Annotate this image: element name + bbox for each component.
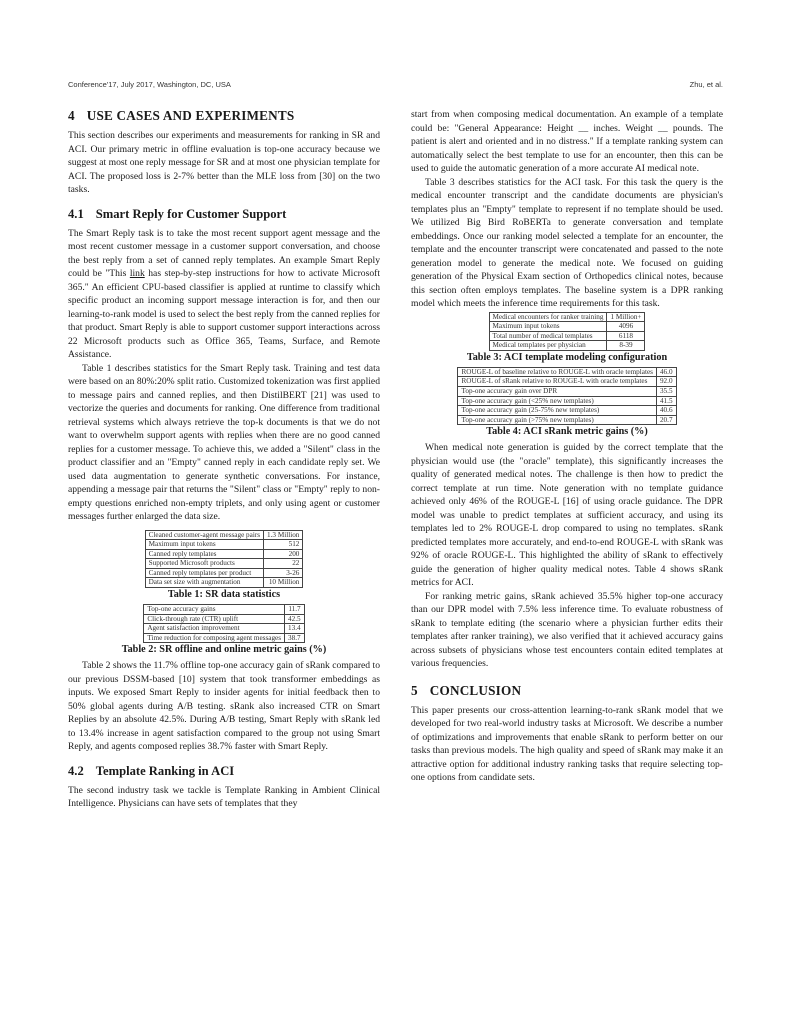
table-row	[458, 387, 676, 397]
table-cell-label: Top-one accuracy gain (<25% new templates)	[458, 396, 656, 406]
table-cell-label: Top-one accuracy gain over DPR	[458, 387, 656, 397]
left-column	[68, 108, 380, 811]
table-row	[145, 568, 303, 578]
table-row	[458, 396, 676, 406]
table-cell-value: 8-39	[607, 341, 645, 351]
section-4-2-paragraph-5: For ranking metric gains, sRank achieved 35.5% higher top-one accuracy than our DPR model with 7.5% less inference time. To evaluate robustness of sRank to template editing (the scenario where a physician further edits their templates after ranker training), we also verified that it achieved accuracy gains across subsets of physicians whose test encounters contain edited templates at various frequencies.	[411, 590, 723, 670]
table-cell-value: 1 Million+	[607, 312, 645, 322]
table-row	[458, 377, 676, 387]
table-row	[145, 559, 303, 569]
table-cell-label: Canned reply templates per product	[145, 568, 263, 578]
table-row	[145, 530, 303, 540]
table-cell-label: Click-through rate (CTR) uplift	[144, 614, 285, 624]
table-cell-label: Canned reply templates	[145, 549, 263, 559]
table-cell-label: ROUGE-L of baseline relative to ROUGE-L with oracle templates	[458, 367, 656, 377]
table-row	[458, 367, 676, 377]
table-row	[144, 633, 304, 643]
table-cell-label: Time reduction for composing agent messages	[144, 633, 285, 643]
section-4-2-paragraph-1: The second industry task we tackle is Template Ranking in Ambient Clinical Intelligence. Physicians can have sets of templates that they	[68, 784, 380, 810]
section-4-2-heading: 4.2 Template Ranking in ACI	[68, 763, 235, 778]
table-cell-value: 46.0	[656, 367, 676, 377]
table-row	[145, 578, 303, 588]
section-4-1-paragraph-1: The Smart Reply task is to take the most recent support agent message and the most recent customer message in a customer support conversation, and choose the best reply from a set of canned reply templates. An example Smart Reply could be "This link has step-by-step instructions for how to activate Microsoft 365." An efficient CPU-based classifier is applied at runtime to classify which specific product an incoming support message interaction is for, and then our learning-to-rank model is used to select the best reply from the canned replies for that product. Smart Reply is able to support customer support interactions across 22 Microsoft products such as Office 365, Teams, Surface, and Remote Assistance.	[68, 227, 380, 360]
table-row	[489, 331, 645, 341]
table-cell-value: 1.3 Million	[264, 530, 303, 540]
section-4-paragraph: This section describes our experiments and measurements for ranking in SR and ACI. Our primary metric in offline evaluation is top-one accuracy because we suggest at most one reply message for SR and at most one physician template for ACI. The proposed loss is 2-7% better than the MLE loss from [30] on the two tasks.	[68, 130, 380, 195]
table-cell-value: 42.5	[285, 614, 305, 624]
running-header-right: Zhu, et al.	[689, 80, 723, 89]
table-row	[458, 415, 676, 425]
table-cell-label: Agent satisfaction improvement	[144, 624, 285, 634]
table-cell-label: Maximum input tokens	[145, 540, 263, 550]
table-cell-label: ROUGE-L of sRank relative to ROUGE-L with oracle templates	[458, 377, 656, 387]
table-cell-value: 38.7	[285, 633, 305, 643]
section-4-1-paragraph-2: Table 1 describes statistics for the Smart Reply task. Training and test data were based on an 80%:20% split ratio. Customized tokenization was first applied to message pairs and canned replies, and then DistilBERT [21] was used to vectorize the queries and documents for ranking. One difference from traditional retrieval systems which always retrieve the top-k documents is that we do not want to overwhelm support agents with replies when there are no good canned replies for a customer message. To achieve this, we added a "Silent" class in the product classifier and an "Empty" canned reply in each candidate reply set. We used data augmentation to generate synthetic conversations. For instance, appending a message pair that returns the "Silent" class or "Empty" reply to non-empty questions enriched non-empty triplets, and only using agent or customer messages further enlarged the data size.	[68, 362, 380, 522]
table-cell-value: 200	[264, 549, 303, 559]
table-cell-label: Supported Microsoft products	[145, 559, 263, 569]
table-3-caption: Table 3: ACI template modeling configuration	[466, 351, 668, 363]
running-header-left: Conference'17, July 2017, Washington, DC, USA	[68, 80, 231, 89]
section-4-heading: 4 USE CASES AND EXPERIMENTS	[68, 108, 295, 123]
table-row	[144, 624, 304, 634]
link-text[interactable]: link	[129, 268, 145, 279]
table-2-caption: Table 2: SR offline and online metric gains (%)	[121, 644, 327, 656]
table-row	[145, 540, 303, 550]
table-cell-value: 35.5	[656, 387, 676, 397]
table-4-caption: Table 4: ACI sRank metric gains (%)	[486, 426, 648, 438]
table-cell-label: Top-one accuracy gain (>75% new templates)	[458, 415, 656, 425]
table-cell-value: 92.0	[656, 377, 676, 387]
table-row	[489, 341, 645, 351]
table-1	[145, 530, 304, 589]
table-cell-label: Top-one accuracy gains	[144, 605, 285, 615]
table-row	[144, 605, 304, 615]
table-1-caption: Table 1: SR data statistics	[167, 589, 281, 601]
section-4-1-paragraph-3: Table 2 shows the 11.7% offline top-one accuracy gain of sRank compared to our previous DSSM-based [10] system that took transformer embeddings as inputs. We exposed Smart Reply to insider agents for initial feedback then to 50% global agents during A/B testing. sRank also increased CTR on Smart Replies by an absolute 42.5%. During A/B testing, Smart Reply with sRank led to 13.4% increase in agent satisfaction compared to the group not using Smart Reply, and agents composed replies 38.7% faster with Smart Reply.	[68, 660, 380, 753]
table-cell-value: 4096	[607, 322, 645, 332]
table-cell-value: 20.7	[656, 415, 676, 425]
table-cell-label: Data set size with augmentation	[145, 578, 263, 588]
table-2	[143, 604, 304, 643]
section-4-1-heading: 4.1 Smart Reply for Customer Support	[68, 206, 287, 221]
table-cell-label: Medical encounters for ranker training	[489, 312, 607, 322]
table-cell-value: 3-26	[264, 568, 303, 578]
section-5-paragraph: This paper presents our cross-attention learning-to-rank sRank model that we developed for two real-world industry tasks at Microsoft. We describe a number of optimizations and improvements that enable sRank to perform better on our tasks than previous models. The high quality and speed of sRank may make it an attractive option for additional industry ranking tasks that require selecting top-one options from candidate sets.	[411, 704, 723, 784]
section-4-2-paragraph-2: start from when composing medical documentation. An example of a template could be: "General Appearance: Height __ inches. Weight __ pounds. The patient is alert and oriented and in no distress." If a template ranking system can automatically select the best template to use for an encounter, then this can be used to guide the automatic generation of a more accurate AI medical note.	[411, 109, 723, 174]
table-cell-label: Cleaned customer-agent message pairs	[145, 530, 263, 540]
table-3	[489, 312, 646, 351]
section-5-heading: 5 CONCLUSION	[411, 682, 522, 698]
table-cell-label: Medical templates per physician	[489, 341, 607, 351]
table-cell-label: Maximum input tokens	[489, 322, 607, 332]
table-cell-value: 512	[264, 540, 303, 550]
table-cell-label: Top-one accuracy gain (25-75% new templates)	[458, 406, 656, 416]
table-cell-value: 11.7	[285, 605, 305, 615]
right-column	[411, 108, 723, 785]
section-4-2-paragraph-3: Table 3 describes statistics for the ACI task. For this task the query is the medical encounter transcript and the candidate documents are physician's templates plus an "Empty" template to represent if no template should be used. We utilized Big Bird RoBERTa to generate conversation and template embeddings. Once our ranking model selected a template for an encounter, the template and the encounter transcript were concatenated and passed to the note generation model to generate the medical note. We focused on guiding generation of the Physical Exam section of Orthopedics clinical notes, because this section often employs templates. The baseline system is a DPR ranking model which meets the inference time requirements for this task.	[411, 176, 723, 309]
table-row	[145, 549, 303, 559]
table-row	[489, 322, 645, 332]
table-cell-value: 22	[264, 559, 303, 569]
table-row	[458, 406, 676, 416]
table-cell-value: 41.5	[656, 396, 676, 406]
table-row	[144, 614, 304, 624]
table-row	[489, 312, 645, 322]
table-4	[457, 367, 676, 426]
table-cell-value: 6118	[607, 331, 645, 341]
section-4-2-paragraph-4: When medical note generation is guided by the correct template that the physician would use (the "oracle" template), this significantly increases the quality of generated medical notes. The challenge is then how to predict the correct template at run time. Note generation with no template guidance achieved only 46% of the ROUGE-L [16] of using oracle guidance. The DPR model was unable to predict templates at sufficient accuracy, and using its templates led to 2% ROUGE-L drop compared to using no templates. sRank predicted templates more accurately, and end-to-end ROUGE-L with sRank was 92% of oracle ROUGE-L. This highlighted the ability of sRank to effectively guide the generation of higher quality medical notes. Table 4 shows sRank metrics for ACI.	[411, 442, 723, 589]
table-cell-value: 40.6	[656, 406, 676, 416]
table-cell-label: Total number of medical templates	[489, 331, 607, 341]
table-cell-value: 13.4	[285, 624, 305, 634]
table-cell-value: 10 Million	[264, 578, 303, 588]
